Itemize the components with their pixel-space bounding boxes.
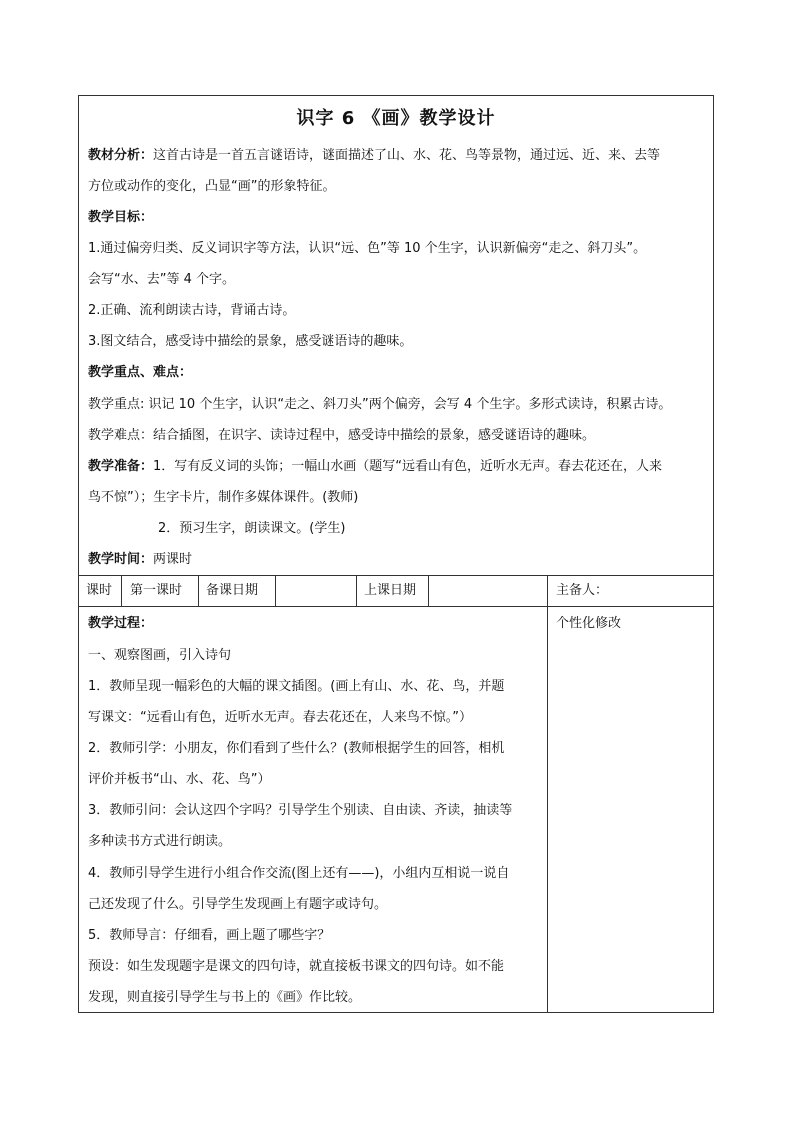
key-point-text: 教学重点: 识记 10 个生字，认识“走之、斜刀头”两个偏旁，会写 4 个生字。多形式读诗，积累古诗。 — [88, 397, 672, 412]
keypoints-label: 教学重点、难点： — [88, 365, 193, 380]
process-line: 写课文：“远看山有色，近听水无声。春去花还在，人来鸟不惊。”） — [88, 710, 472, 725]
analysis-label: 教材分析： — [88, 148, 154, 163]
row-divider-info-top — [78, 575, 714, 576]
info-cell-prep-date-label: 备课日期 — [206, 583, 259, 598]
time-line — [88, 552, 192, 568]
process-line: 发现，则直接引导学生与书上的《画》作比较。 — [88, 990, 362, 1005]
document-title: 识字 6 《画》教学设计 — [296, 108, 496, 129]
col-divider — [356, 575, 357, 606]
process-line: 5．教师导言：仔细看，画上题了哪些字？ — [88, 928, 331, 943]
col-divider — [428, 575, 429, 606]
info-cell-lesson-value: 第一课时 — [130, 583, 183, 598]
difficulty-text: 教学难点：结合插图，在识字、读诗过程中，感受诗中描绘的景象，感受谜语诗的趣味。 — [88, 428, 596, 443]
prep-text-1: 1．写有反义词的头饰；一幅山水画（题写“远看山有色，近听水无声。春去花还在，人来 — [153, 459, 663, 474]
info-cell-lesson-label: 课时 — [86, 583, 113, 598]
goal-1-line-2: 会写“水、去”等 4 个字。 — [88, 272, 236, 287]
goal-2: 2.正确、流利朗读古诗，背诵古诗。 — [88, 303, 296, 318]
analysis-line-2: 方位或动作的变化，凸显“画”的形象特征。 — [88, 179, 336, 194]
time-label: 教学时间： — [88, 552, 154, 567]
col-divider — [275, 575, 276, 606]
col-divider — [198, 575, 199, 606]
info-cell-class-date-label: 上课日期 — [364, 583, 417, 598]
process-line: 己还发现了什么。引导学生发现画上有题字或诗句。 — [88, 897, 388, 912]
time-value: 两课时 — [153, 552, 193, 567]
analysis-text-1: 这首古诗是一首五言谜语诗，谜面描述了山、水、花、鸟等景物，通过远、近、来、去等 — [153, 148, 661, 163]
process-line: 1．教师呈现一幅彩色的大幅的课文插图。(画上有山、水、花、鸟，并题 — [88, 679, 505, 694]
goals-label: 教学目标： — [88, 210, 154, 225]
info-cell-main-preparer: 主备人： — [556, 583, 609, 598]
goal-3: 3.图文结合，感受诗中描绘的景象，感受谜语诗的趣味。 — [88, 334, 413, 349]
process-label: 教学过程： — [88, 616, 154, 631]
process-line: 一、观察图画，引入诗句 — [88, 648, 232, 663]
process-line: 3．教师引问：会认这四个字吗？引导学生个别读、自由读、齐读，抽读等 — [88, 803, 513, 818]
prep-line-3: 2．预习生字，朗读课文。(学生) — [158, 521, 346, 536]
process-line: 多种读书方式进行朗读。 — [88, 834, 232, 849]
analysis-line-1 — [88, 148, 660, 164]
prep-label: 教学准备： — [88, 459, 154, 474]
row-divider-info-bottom — [78, 606, 714, 607]
process-line: 2．教师引学：小朋友，你们看到了些什么？(教师根据学生的回答，相机 — [88, 741, 505, 756]
prep-line-1 — [88, 459, 662, 475]
process-line: 预设：如生发现题字是课文的四句诗，就直接板书课文的四句诗。如不能 — [88, 959, 505, 974]
process-line: 4．教师引导学生进行小组合作交流(图上还有——)，小组内互相说一说自 — [88, 866, 510, 881]
process-line: 评价并板书“山、水、花、鸟”） — [88, 772, 271, 787]
col-divider — [121, 575, 122, 606]
goal-1-line-1: 1.通过偏旁归类、反义词识字等方法，认识“远、色”等 10 个生字，认识新偏旁“走之、斜刀头”。 — [88, 241, 647, 256]
prep-line-2: 鸟不惊”）；生字卡片，制作多媒体课件。(教师) — [88, 490, 359, 505]
side-label: 个性化修改 — [556, 616, 622, 631]
col-divider — [547, 575, 548, 1013]
